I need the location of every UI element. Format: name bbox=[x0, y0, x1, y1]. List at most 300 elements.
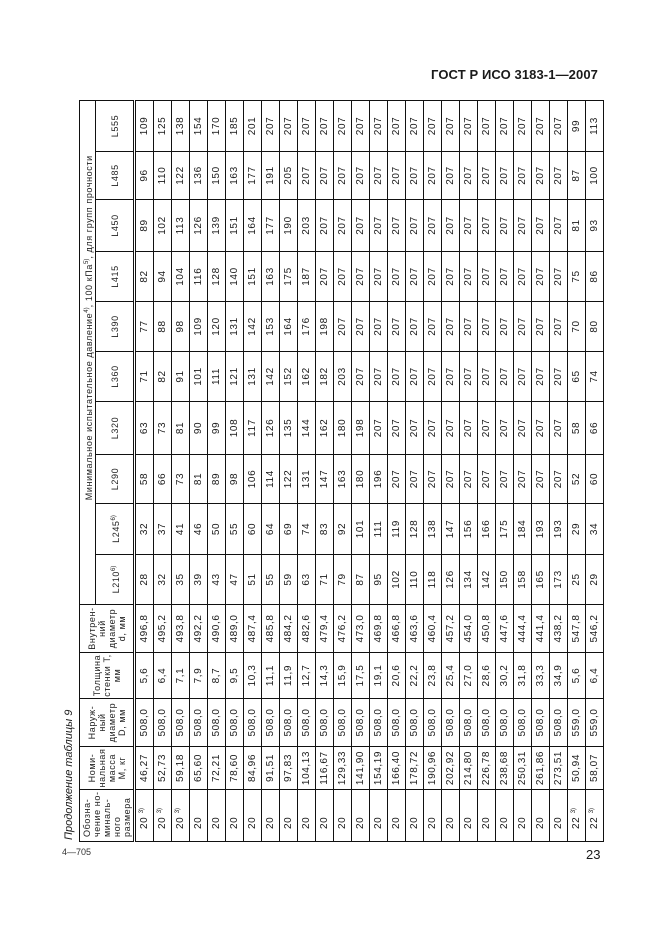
cell-wall-thickness: 10,3 bbox=[244, 653, 262, 699]
cell-pressure-l555: 207 bbox=[334, 100, 352, 151]
document-code: ГОСТ Р ИСО 3183-1—2007 bbox=[431, 67, 598, 82]
cell-pressure-l555: 170 bbox=[208, 100, 226, 151]
cell-pressure-l210: 63 bbox=[298, 555, 316, 605]
table-row bbox=[496, 100, 514, 841]
cell-pressure-l415: 75 bbox=[568, 252, 586, 302]
cell-pressure-l360: 203 bbox=[334, 352, 352, 402]
cell-pressure-l485: 163 bbox=[226, 152, 244, 200]
cell-mass: 59,18 bbox=[172, 747, 190, 790]
cell-pressure-l320: 66 bbox=[586, 402, 604, 455]
cell-wall-thickness: 23,8 bbox=[424, 653, 442, 699]
cell-pressure-l555: 207 bbox=[280, 100, 298, 151]
cell-pressure-l245: 193 bbox=[550, 504, 568, 555]
cell-pressure-l320: 180 bbox=[334, 402, 352, 455]
cell-pressure-l210: 35 bbox=[172, 555, 190, 605]
cell-pressure-l415: 207 bbox=[460, 252, 478, 302]
designation-value: 20 bbox=[391, 816, 402, 829]
cell-pressure-l210: 134 bbox=[460, 555, 478, 605]
cell-designation bbox=[568, 790, 586, 842]
table-row bbox=[550, 100, 568, 841]
cell-pressure-l320: 207 bbox=[550, 402, 568, 455]
cell-outer-diameter: 559,0 bbox=[568, 699, 586, 747]
cell-pressure-l210: 51 bbox=[244, 555, 262, 605]
cell-pressure-l485: 96 bbox=[135, 152, 154, 200]
cell-pressure-l485: 177 bbox=[244, 152, 262, 200]
cell-pressure-l415: 207 bbox=[442, 252, 460, 302]
cell-pressure-l555: 207 bbox=[478, 100, 496, 151]
cell-pressure-l555: 207 bbox=[352, 100, 370, 151]
cell-pressure-l415: 207 bbox=[316, 252, 334, 302]
cell-pressure-l245: 74 bbox=[298, 504, 316, 555]
cell-inner-diameter: 447,6 bbox=[496, 605, 514, 653]
cell-pressure-l555: 207 bbox=[442, 100, 460, 151]
cell-mass: 261,86 bbox=[532, 747, 550, 790]
cell-outer-diameter: 508,0 bbox=[334, 699, 352, 747]
cell-pressure-l360: 207 bbox=[496, 352, 514, 402]
cell-pressure-l555: 207 bbox=[298, 100, 316, 151]
cell-pressure-l290: 207 bbox=[478, 455, 496, 504]
cell-pressure-l360: 182 bbox=[316, 352, 334, 402]
cell-pressure-l415: 207 bbox=[496, 252, 514, 302]
cell-pressure-l485: 207 bbox=[442, 152, 460, 200]
cell-designation bbox=[514, 790, 532, 842]
cell-pressure-l290: 207 bbox=[532, 455, 550, 504]
cell-pressure-l290: 58 bbox=[135, 455, 154, 504]
cell-designation bbox=[298, 790, 316, 842]
cell-pressure-l360: 74 bbox=[586, 352, 604, 402]
cell-pressure-l450: 93 bbox=[586, 200, 604, 252]
cell-pressure-l415: 207 bbox=[388, 252, 406, 302]
grade-header-l245 bbox=[96, 504, 135, 555]
cell-wall-thickness: 33,3 bbox=[532, 653, 550, 699]
cell-pressure-l485: 207 bbox=[334, 152, 352, 200]
cell-mass: 72,21 bbox=[208, 747, 226, 790]
cell-pressure-l415: 151 bbox=[244, 252, 262, 302]
cell-inner-diameter: 493,8 bbox=[172, 605, 190, 653]
cell-mass: 52,73 bbox=[154, 747, 172, 790]
cell-pressure-l415: 207 bbox=[532, 252, 550, 302]
cell-pressure-l320: 207 bbox=[460, 402, 478, 455]
cell-pressure-l390: 80 bbox=[586, 302, 604, 352]
pressure-table bbox=[79, 100, 604, 842]
grade-name: L210 bbox=[110, 570, 121, 594]
grade-name: L415 bbox=[109, 265, 120, 288]
cell-pressure-l485: 207 bbox=[388, 152, 406, 200]
cell-pressure-l485: 207 bbox=[370, 152, 388, 200]
cell-designation bbox=[406, 790, 424, 842]
grade-name: L290 bbox=[109, 467, 120, 491]
cell-pressure-l245: 60 bbox=[244, 504, 262, 555]
cell-pressure-l210: 102 bbox=[388, 555, 406, 605]
cell-outer-diameter: 508,0 bbox=[550, 699, 568, 747]
designation-value: 20 bbox=[463, 816, 474, 829]
cell-pressure-l320: 117 bbox=[244, 402, 262, 455]
table-caption: Продолжение таблицы 9 bbox=[63, 709, 75, 840]
cell-pressure-l290: 66 bbox=[154, 455, 172, 504]
cell-inner-diameter: 479,4 bbox=[316, 605, 334, 653]
cell-pressure-l320: 73 bbox=[154, 402, 172, 455]
cell-pressure-l290: 207 bbox=[496, 455, 514, 504]
cell-inner-diameter: 496,8 bbox=[135, 605, 154, 653]
cell-wall-thickness: 14,3 bbox=[316, 653, 334, 699]
cell-outer-diameter: 508,0 bbox=[352, 699, 370, 747]
cell-outer-diameter: 508,0 bbox=[172, 699, 190, 747]
cell-pressure-l245: 29 bbox=[568, 504, 586, 555]
cell-outer-diameter: 508,0 bbox=[424, 699, 442, 747]
cell-pressure-l210: 25 bbox=[568, 555, 586, 605]
cell-inner-diameter: 450,8 bbox=[478, 605, 496, 653]
cell-pressure-l210: 29 bbox=[586, 555, 604, 605]
cell-inner-diameter: 485,8 bbox=[262, 605, 280, 653]
cell-pressure-l290: 131 bbox=[298, 455, 316, 504]
grade-header-l555 bbox=[96, 100, 135, 151]
designation-value: 22 bbox=[589, 816, 600, 829]
cell-pressure-l450: 207 bbox=[514, 200, 532, 252]
col-header-test-pressure: Минимальное испытательное давление$^{4)}$, 100 кПа$^{5)}$, для групп прочности bbox=[80, 100, 96, 554]
designation-value: 20 bbox=[427, 816, 438, 829]
cell-pressure-l210: 173 bbox=[550, 555, 568, 605]
footnote-ref: 3) bbox=[589, 807, 595, 814]
cell-mass: 154,19 bbox=[370, 747, 388, 790]
footnote-ref: 3) bbox=[139, 807, 145, 814]
cell-pressure-l450: 207 bbox=[388, 200, 406, 252]
cell-inner-diameter: 492,2 bbox=[190, 605, 208, 653]
cell-pressure-l320: 207 bbox=[442, 402, 460, 455]
cell-outer-diameter: 508,0 bbox=[226, 699, 244, 747]
cell-pressure-l450: 113 bbox=[172, 200, 190, 252]
cell-pressure-l320: 162 bbox=[316, 402, 334, 455]
table-row bbox=[190, 100, 208, 841]
cell-pressure-l390: 207 bbox=[424, 302, 442, 352]
cell-pressure-l210: 71 bbox=[316, 555, 334, 605]
table-row bbox=[514, 100, 532, 841]
cell-pressure-l360: 162 bbox=[298, 352, 316, 402]
cell-pressure-l360: 121 bbox=[226, 352, 244, 402]
cell-pressure-l485: 87 bbox=[568, 152, 586, 200]
cell-pressure-l485: 207 bbox=[424, 152, 442, 200]
cell-pressure-l390: 207 bbox=[442, 302, 460, 352]
cell-outer-diameter: 508,0 bbox=[496, 699, 514, 747]
cell-pressure-l390: 77 bbox=[135, 302, 154, 352]
cell-mass: 166,40 bbox=[388, 747, 406, 790]
cell-pressure-l450: 207 bbox=[406, 200, 424, 252]
cell-pressure-l555: 207 bbox=[550, 100, 568, 151]
cell-wall-thickness: 6,4 bbox=[154, 653, 172, 699]
cell-outer-diameter: 508,0 bbox=[154, 699, 172, 747]
cell-pressure-l415: 187 bbox=[298, 252, 316, 302]
cell-pressure-l245: 119 bbox=[388, 504, 406, 555]
cell-pressure-l555: 207 bbox=[424, 100, 442, 151]
cell-inner-diameter: 473,0 bbox=[352, 605, 370, 653]
cell-pressure-l360: 82 bbox=[154, 352, 172, 402]
cell-pressure-l320: 81 bbox=[172, 402, 190, 455]
designation-value: 20 bbox=[445, 816, 456, 829]
cell-pressure-l360: 111 bbox=[208, 352, 226, 402]
cell-inner-diameter: 466,8 bbox=[388, 605, 406, 653]
cell-designation bbox=[262, 790, 280, 842]
cell-pressure-l320: 207 bbox=[478, 402, 496, 455]
cell-pressure-l390: 153 bbox=[262, 302, 280, 352]
designation-value: 20 bbox=[409, 816, 420, 829]
cell-pressure-l360: 207 bbox=[514, 352, 532, 402]
table-row bbox=[154, 100, 172, 841]
grade-name: L485 bbox=[109, 164, 120, 187]
cell-outer-diameter: 508,0 bbox=[316, 699, 334, 747]
table-row bbox=[442, 100, 460, 841]
cell-pressure-l555: 207 bbox=[532, 100, 550, 151]
cell-pressure-l290: 89 bbox=[208, 455, 226, 504]
cell-mass: 78,60 bbox=[226, 747, 244, 790]
cell-wall-thickness: 31,8 bbox=[514, 653, 532, 699]
cell-pressure-l320: 198 bbox=[352, 402, 370, 455]
cell-designation bbox=[316, 790, 334, 842]
cell-wall-thickness: 17,5 bbox=[352, 653, 370, 699]
table-row bbox=[262, 100, 280, 841]
cell-pressure-l245: 50 bbox=[208, 504, 226, 555]
table-row bbox=[316, 100, 334, 841]
cell-pressure-l555: 207 bbox=[406, 100, 424, 151]
cell-wall-thickness: 20,6 bbox=[388, 653, 406, 699]
cell-pressure-l485: 207 bbox=[316, 152, 334, 200]
rotated-table-block bbox=[60, 101, 598, 842]
cell-pressure-l290: 147 bbox=[316, 455, 334, 504]
cell-pressure-l290: 106 bbox=[244, 455, 262, 504]
cell-pressure-l360: 207 bbox=[406, 352, 424, 402]
cell-outer-diameter: 508,0 bbox=[262, 699, 280, 747]
cell-pressure-l210: 32 bbox=[154, 555, 172, 605]
cell-pressure-l210: 28 bbox=[135, 555, 154, 605]
cell-mass: 104,13 bbox=[298, 747, 316, 790]
cell-wall-thickness: 19,1 bbox=[370, 653, 388, 699]
cell-inner-diameter: 489,0 bbox=[226, 605, 244, 653]
cell-wall-thickness: 11,9 bbox=[280, 653, 298, 699]
cell-pressure-l485: 207 bbox=[460, 152, 478, 200]
cell-outer-diameter: 508,0 bbox=[442, 699, 460, 747]
cell-pressure-l555: 201 bbox=[244, 100, 262, 151]
cell-pressure-l320: 207 bbox=[406, 402, 424, 455]
table-row bbox=[226, 100, 244, 841]
footnote-ref: 6) bbox=[110, 565, 117, 571]
cell-pressure-l485: 136 bbox=[190, 152, 208, 200]
cell-mass: 65,60 bbox=[190, 747, 208, 790]
cell-mass: 129,33 bbox=[334, 747, 352, 790]
cell-pressure-l555: 113 bbox=[586, 100, 604, 151]
cell-designation bbox=[280, 790, 298, 842]
cell-mass: 116,67 bbox=[316, 747, 334, 790]
cell-inner-diameter: 495,2 bbox=[154, 605, 172, 653]
cell-pressure-l555: 207 bbox=[496, 100, 514, 151]
cell-inner-diameter: 482,6 bbox=[298, 605, 316, 653]
table-row bbox=[478, 100, 496, 841]
cell-pressure-l415: 207 bbox=[334, 252, 352, 302]
cell-pressure-l390: 120 bbox=[208, 302, 226, 352]
cell-pressure-l290: 60 bbox=[586, 455, 604, 504]
cell-pressure-l390: 176 bbox=[298, 302, 316, 352]
cell-pressure-l290: 52 bbox=[568, 455, 586, 504]
cell-pressure-l210: 165 bbox=[532, 555, 550, 605]
cell-pressure-l450: 151 bbox=[226, 200, 244, 252]
table-row bbox=[388, 100, 406, 841]
cell-outer-diameter: 559,0 bbox=[586, 699, 604, 747]
cell-inner-diameter: 546,2 bbox=[586, 605, 604, 653]
cell-designation bbox=[244, 790, 262, 842]
cell-mass: 91,51 bbox=[262, 747, 280, 790]
cell-pressure-l390: 164 bbox=[280, 302, 298, 352]
cell-pressure-l320: 207 bbox=[388, 402, 406, 455]
cell-pressure-l450: 164 bbox=[244, 200, 262, 252]
cell-pressure-l290: 73 bbox=[172, 455, 190, 504]
designation-value: 22 bbox=[571, 816, 582, 829]
grade-name: L450 bbox=[109, 214, 120, 237]
cell-pressure-l415: 207 bbox=[550, 252, 568, 302]
footnote-ref: 3) bbox=[175, 807, 181, 814]
table-row bbox=[406, 100, 424, 841]
cell-pressure-l390: 88 bbox=[154, 302, 172, 352]
cell-outer-diameter: 508,0 bbox=[298, 699, 316, 747]
cell-pressure-l390: 207 bbox=[478, 302, 496, 352]
cell-pressure-l210: 39 bbox=[190, 555, 208, 605]
cell-pressure-l245: 128 bbox=[406, 504, 424, 555]
cell-mass: 84,96 bbox=[244, 747, 262, 790]
cell-pressure-l390: 207 bbox=[388, 302, 406, 352]
cell-pressure-l450: 207 bbox=[352, 200, 370, 252]
cell-designation bbox=[388, 790, 406, 842]
table-row bbox=[532, 100, 550, 841]
designation-value: 20 bbox=[247, 816, 258, 829]
cell-pressure-l210: 150 bbox=[496, 555, 514, 605]
cell-wall-thickness: 12,7 bbox=[298, 653, 316, 699]
cell-pressure-l390: 198 bbox=[316, 302, 334, 352]
cell-pressure-l360: 131 bbox=[244, 352, 262, 402]
col-header-designation: Обозна-чение но-миналь-ного размера bbox=[80, 790, 135, 842]
cell-pressure-l245: 92 bbox=[334, 504, 352, 555]
cell-pressure-l485: 207 bbox=[406, 152, 424, 200]
cell-pressure-l485: 122 bbox=[172, 152, 190, 200]
cell-pressure-l245: 175 bbox=[496, 504, 514, 555]
cell-pressure-l210: 79 bbox=[334, 555, 352, 605]
cell-pressure-l245: 147 bbox=[442, 504, 460, 555]
cell-wall-thickness: 6,4 bbox=[586, 653, 604, 699]
cell-pressure-l415: 207 bbox=[352, 252, 370, 302]
cell-pressure-l485: 205 bbox=[280, 152, 298, 200]
cell-wall-thickness: 22,2 bbox=[406, 653, 424, 699]
cell-wall-thickness: 8,7 bbox=[208, 653, 226, 699]
cell-designation bbox=[442, 790, 460, 842]
cell-pressure-l390: 131 bbox=[226, 302, 244, 352]
cell-pressure-l360: 207 bbox=[550, 352, 568, 402]
cell-outer-diameter: 508,0 bbox=[460, 699, 478, 747]
designation-value: 20 bbox=[211, 816, 222, 829]
cell-pressure-l210: 142 bbox=[478, 555, 496, 605]
cell-pressure-l450: 207 bbox=[550, 200, 568, 252]
cell-inner-diameter: 457,2 bbox=[442, 605, 460, 653]
cell-pressure-l320: 207 bbox=[496, 402, 514, 455]
cell-pressure-l245: 138 bbox=[424, 504, 442, 555]
cell-wall-thickness: 27,0 bbox=[460, 653, 478, 699]
cell-pressure-l450: 207 bbox=[334, 200, 352, 252]
cell-pressure-l210: 95 bbox=[370, 555, 388, 605]
cell-mass: 141,90 bbox=[352, 747, 370, 790]
cell-pressure-l415: 207 bbox=[424, 252, 442, 302]
cell-mass: 50,94 bbox=[568, 747, 586, 790]
cell-pressure-l290: 98 bbox=[226, 455, 244, 504]
cell-pressure-l210: 43 bbox=[208, 555, 226, 605]
cell-pressure-l415: 128 bbox=[208, 252, 226, 302]
cell-mass: 190,96 bbox=[424, 747, 442, 790]
cell-outer-diameter: 508,0 bbox=[406, 699, 424, 747]
footnote-ref: 6) bbox=[110, 515, 117, 521]
cell-outer-diameter: 508,0 bbox=[514, 699, 532, 747]
cell-wall-thickness: 5,6 bbox=[135, 653, 154, 699]
cell-pressure-l485: 207 bbox=[550, 152, 568, 200]
cell-pressure-l210: 59 bbox=[280, 555, 298, 605]
cell-outer-diameter: 508,0 bbox=[478, 699, 496, 747]
cell-inner-diameter: 484,2 bbox=[280, 605, 298, 653]
cell-mass: 273,51 bbox=[550, 747, 568, 790]
cell-pressure-l450: 126 bbox=[190, 200, 208, 252]
table-row bbox=[568, 100, 586, 841]
cell-outer-diameter: 508,0 bbox=[244, 699, 262, 747]
cell-pressure-l555: 99 bbox=[568, 100, 586, 151]
cell-pressure-l320: 135 bbox=[280, 402, 298, 455]
cell-pressure-l555: 207 bbox=[388, 100, 406, 151]
cell-pressure-l450: 89 bbox=[135, 200, 154, 252]
cell-inner-diameter: 444,4 bbox=[514, 605, 532, 653]
cell-pressure-l450: 207 bbox=[316, 200, 334, 252]
cell-outer-diameter: 508,0 bbox=[135, 699, 154, 747]
cell-pressure-l485: 150 bbox=[208, 152, 226, 200]
cell-pressure-l450: 207 bbox=[442, 200, 460, 252]
cell-wall-thickness: 34,9 bbox=[550, 653, 568, 699]
cell-pressure-l360: 207 bbox=[442, 352, 460, 402]
cell-pressure-l485: 100 bbox=[586, 152, 604, 200]
cell-wall-thickness: 9,5 bbox=[226, 653, 244, 699]
cell-designation bbox=[226, 790, 244, 842]
cell-designation bbox=[370, 790, 388, 842]
cell-pressure-l320: 58 bbox=[568, 402, 586, 455]
designation-value: 20 bbox=[319, 816, 330, 829]
cell-pressure-l360: 142 bbox=[262, 352, 280, 402]
grade-header-l210 bbox=[96, 555, 135, 605]
cell-wall-thickness: 25,4 bbox=[442, 653, 460, 699]
cell-pressure-l245: 166 bbox=[478, 504, 496, 555]
cell-designation bbox=[154, 790, 172, 842]
cell-pressure-l555: 207 bbox=[370, 100, 388, 151]
cell-mass: 214,80 bbox=[460, 747, 478, 790]
cell-pressure-l390: 207 bbox=[370, 302, 388, 352]
table-row bbox=[280, 100, 298, 841]
cell-pressure-l245: 193 bbox=[532, 504, 550, 555]
cell-pressure-l245: 101 bbox=[352, 504, 370, 555]
cell-pressure-l450: 102 bbox=[154, 200, 172, 252]
cell-pressure-l390: 207 bbox=[550, 302, 568, 352]
cell-pressure-l485: 207 bbox=[478, 152, 496, 200]
cell-outer-diameter: 508,0 bbox=[370, 699, 388, 747]
cell-pressure-l555: 207 bbox=[262, 100, 280, 151]
cell-pressure-l290: 180 bbox=[352, 455, 370, 504]
cell-designation bbox=[460, 790, 478, 842]
table-row bbox=[334, 100, 352, 841]
cell-mass: 238,68 bbox=[496, 747, 514, 790]
cell-pressure-l245: 32 bbox=[135, 504, 154, 555]
page-number: 23 bbox=[586, 847, 601, 862]
table-row bbox=[460, 100, 478, 841]
cell-pressure-l210: 118 bbox=[424, 555, 442, 605]
cell-pressure-l415: 207 bbox=[370, 252, 388, 302]
cell-pressure-l485: 207 bbox=[496, 152, 514, 200]
cell-wall-thickness: 15,9 bbox=[334, 653, 352, 699]
cell-outer-diameter: 508,0 bbox=[280, 699, 298, 747]
